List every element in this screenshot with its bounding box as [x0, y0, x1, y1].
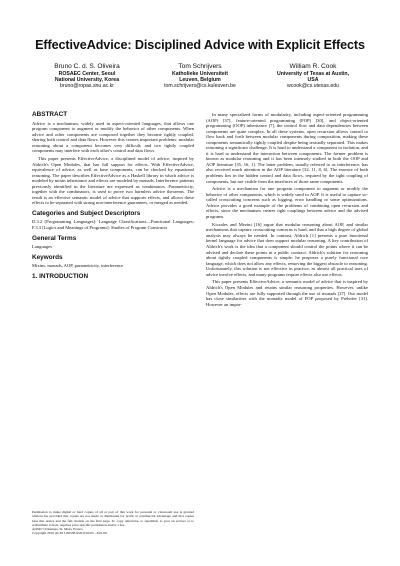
author-name: William R. Cook	[289, 63, 337, 70]
general-terms-heading: General Terms	[32, 234, 77, 242]
copyright-footnote	[32, 510, 194, 536]
categories-text: D.3.2 [Programming Languages]: Language Classifications—Functional Languages; F.3.3 [Logics and Meanings of Programs]: Studies of Program Constructs	[32, 219, 194, 231]
body-paragraph: This paper presents EffectiveAdvice, a semantic model of advice that is inspired by Aldrich's Open Modules and retains similar reasoning properties. However, unlike Open Modules, effects are fully supported through the use of monads [27]. Our model has close similarities with the monadic model of FOP proposed by Prehofer [31]. However an impor-	[206, 279, 368, 307]
copyright-line: Copyright 2010 ACM 1-60558-958-9/10/03 ...$10.00.	[32, 531, 108, 536]
author-institution: Leuven, Belgium	[179, 77, 221, 84]
left-column	[32, 112, 194, 282]
author-email[interactable]: tom.schrijvers@cs.kuleuven.be	[164, 83, 236, 90]
author-3	[258, 63, 368, 90]
body-paragraph: In many specialized forms of modularity, including aspect-oriented programming (AOP) [37], feature-oriented programming (FOP) [30], and object-oriented programming (OOP) inheritance [7], the control flow and data dependencies between components are quite complex. In all these systems, open recursion allows control to flow back and forth between modular components during composition, making these components semantically tightly coupled despite being textually separated. This makes reasoning a significant challenge. It is hard to understand a component in isolation, and it is hard to understand the interaction between components. The former problem is known as modular reasoning and it has been intensely studied in both the OOP and AOP literature [35, 16, 1]. The latter problem, usually referred to as interference, has also received much attention in the AOP literature [32, 11, 8, 6]. The essence of both problems lies in the hidden control and data flows, required by the tight coupling of components, but not visible from the interfaces of those same components.	[206, 112, 368, 184]
author-name: Tom Schrijvers	[178, 63, 222, 70]
introduction-heading: 1. INTRODUCTION	[32, 272, 89, 280]
right-column	[206, 112, 368, 309]
author-affiliation: University of Texas at Austin,	[276, 71, 350, 77]
body-paragraph: Kiczales and Mezini [16] argue that modular reasoning about AOP, and similar mechanisms that capture crosscutting concerns is hard, and that a high degree of global analysis may always be needed. In contrast, Aldrich [1] presents a pure functional kernel language for advice that does support modular reasoning. A key contribution of Aldrich's work is the idea that a component should control the points where it can be advised and declare these points in a public contract. Aldrich's solution for reasoning about tightly coupled components is simple: he proposes a purely functional core language, which does not allow any effects, removing the biggest obstacle to reasoning. Unfortunately, this solution is not effective in practice, as almost all practical uses of advice involve effects, and many programs require effects also use effects.	[206, 221, 368, 277]
paper-title: EffectiveAdvice: Disciplined Advice with Explicit Effects	[35, 38, 365, 52]
author-block	[32, 63, 368, 90]
author-email[interactable]: bruno@ropas.snu.ac.kr	[60, 83, 114, 90]
author-email[interactable]: wcook@cs.utexas.edu	[287, 83, 339, 90]
author-affiliation: Katholieke Universiteit	[172, 71, 228, 77]
abstract-paragraph: Advice is a mechanism, widely used in aspect-oriented languages, that allows one program component to augment or modify the behavior of other components. When advice and other components are composed together they become tightly coupled, sharing both control and data flows. However this creates important problems: modular reasoning about a component becomes very difficult; and two tightly coupled components may interfere with each other's control and data flows.	[32, 120, 194, 154]
keywords-text: Mixins, monads, AOP, parametricity, interference	[32, 263, 124, 269]
categories-heading: Categories and Subject Descriptors	[32, 209, 141, 217]
permission-notice: Permission to make digital or hard copies of all or part of this work for personal or classroom use is granted without fee provided that copies are not made or distributed for profit or commercial advantage and that copies bear this notice and the full citation on the first page. To copy otherwise, to republish, to post on servers or to redistribute to lists, requires prior specific permission and/or a fee.	[32, 510, 194, 527]
author-2	[145, 63, 255, 90]
author-affiliation: ROSAEC Center, Seoul	[58, 71, 116, 77]
body-paragraph: Advice is a mechanism for one program component to augment or modify the behavior of other components, which is widely used in AOP. It is useful to capture so-called crosscutting concerns such as logging, error handling or some optimizations. Advice provides a good example of the problems of combining open recursion and effects, since the mechanism creates tight couplings between advice and the advised programs.	[206, 186, 368, 220]
abstract-heading: ABSTRACT	[32, 111, 68, 118]
author-institution: National University, Korea	[54, 77, 120, 84]
author-institution: USA	[307, 77, 319, 84]
keywords-heading: Keywords	[32, 253, 63, 261]
author-name: Bruno C. d. S. Oliveira	[54, 63, 120, 70]
author-1	[32, 63, 142, 90]
venue-line: AOSD '10 Rennes, St. Malo, France	[32, 527, 83, 532]
abstract-paragraph: This paper presents EffectiveAdvice, a disciplined model of advice, inspired by Aldrich's Open Modules, that has full support for effects. With EffectiveAdvice, equivalence of advice, as well as base components, can be checked by equational reasoning. The paper describes EffectiveAdvice as a Haskell library in which advice is modeled by mixin inheritance and effects are modeled by monads. Interference patterns previously identified in the literature are expressed as combinators. Parametricity, together with the combinators, is used to prove two harmless advice theorems. The result is an effective semantic model of advice that supports effects, and allows these effects to be separated with strong non-interference guarantees, or merged as needed.	[32, 156, 194, 206]
general-terms-text: Languages	[32, 244, 52, 250]
